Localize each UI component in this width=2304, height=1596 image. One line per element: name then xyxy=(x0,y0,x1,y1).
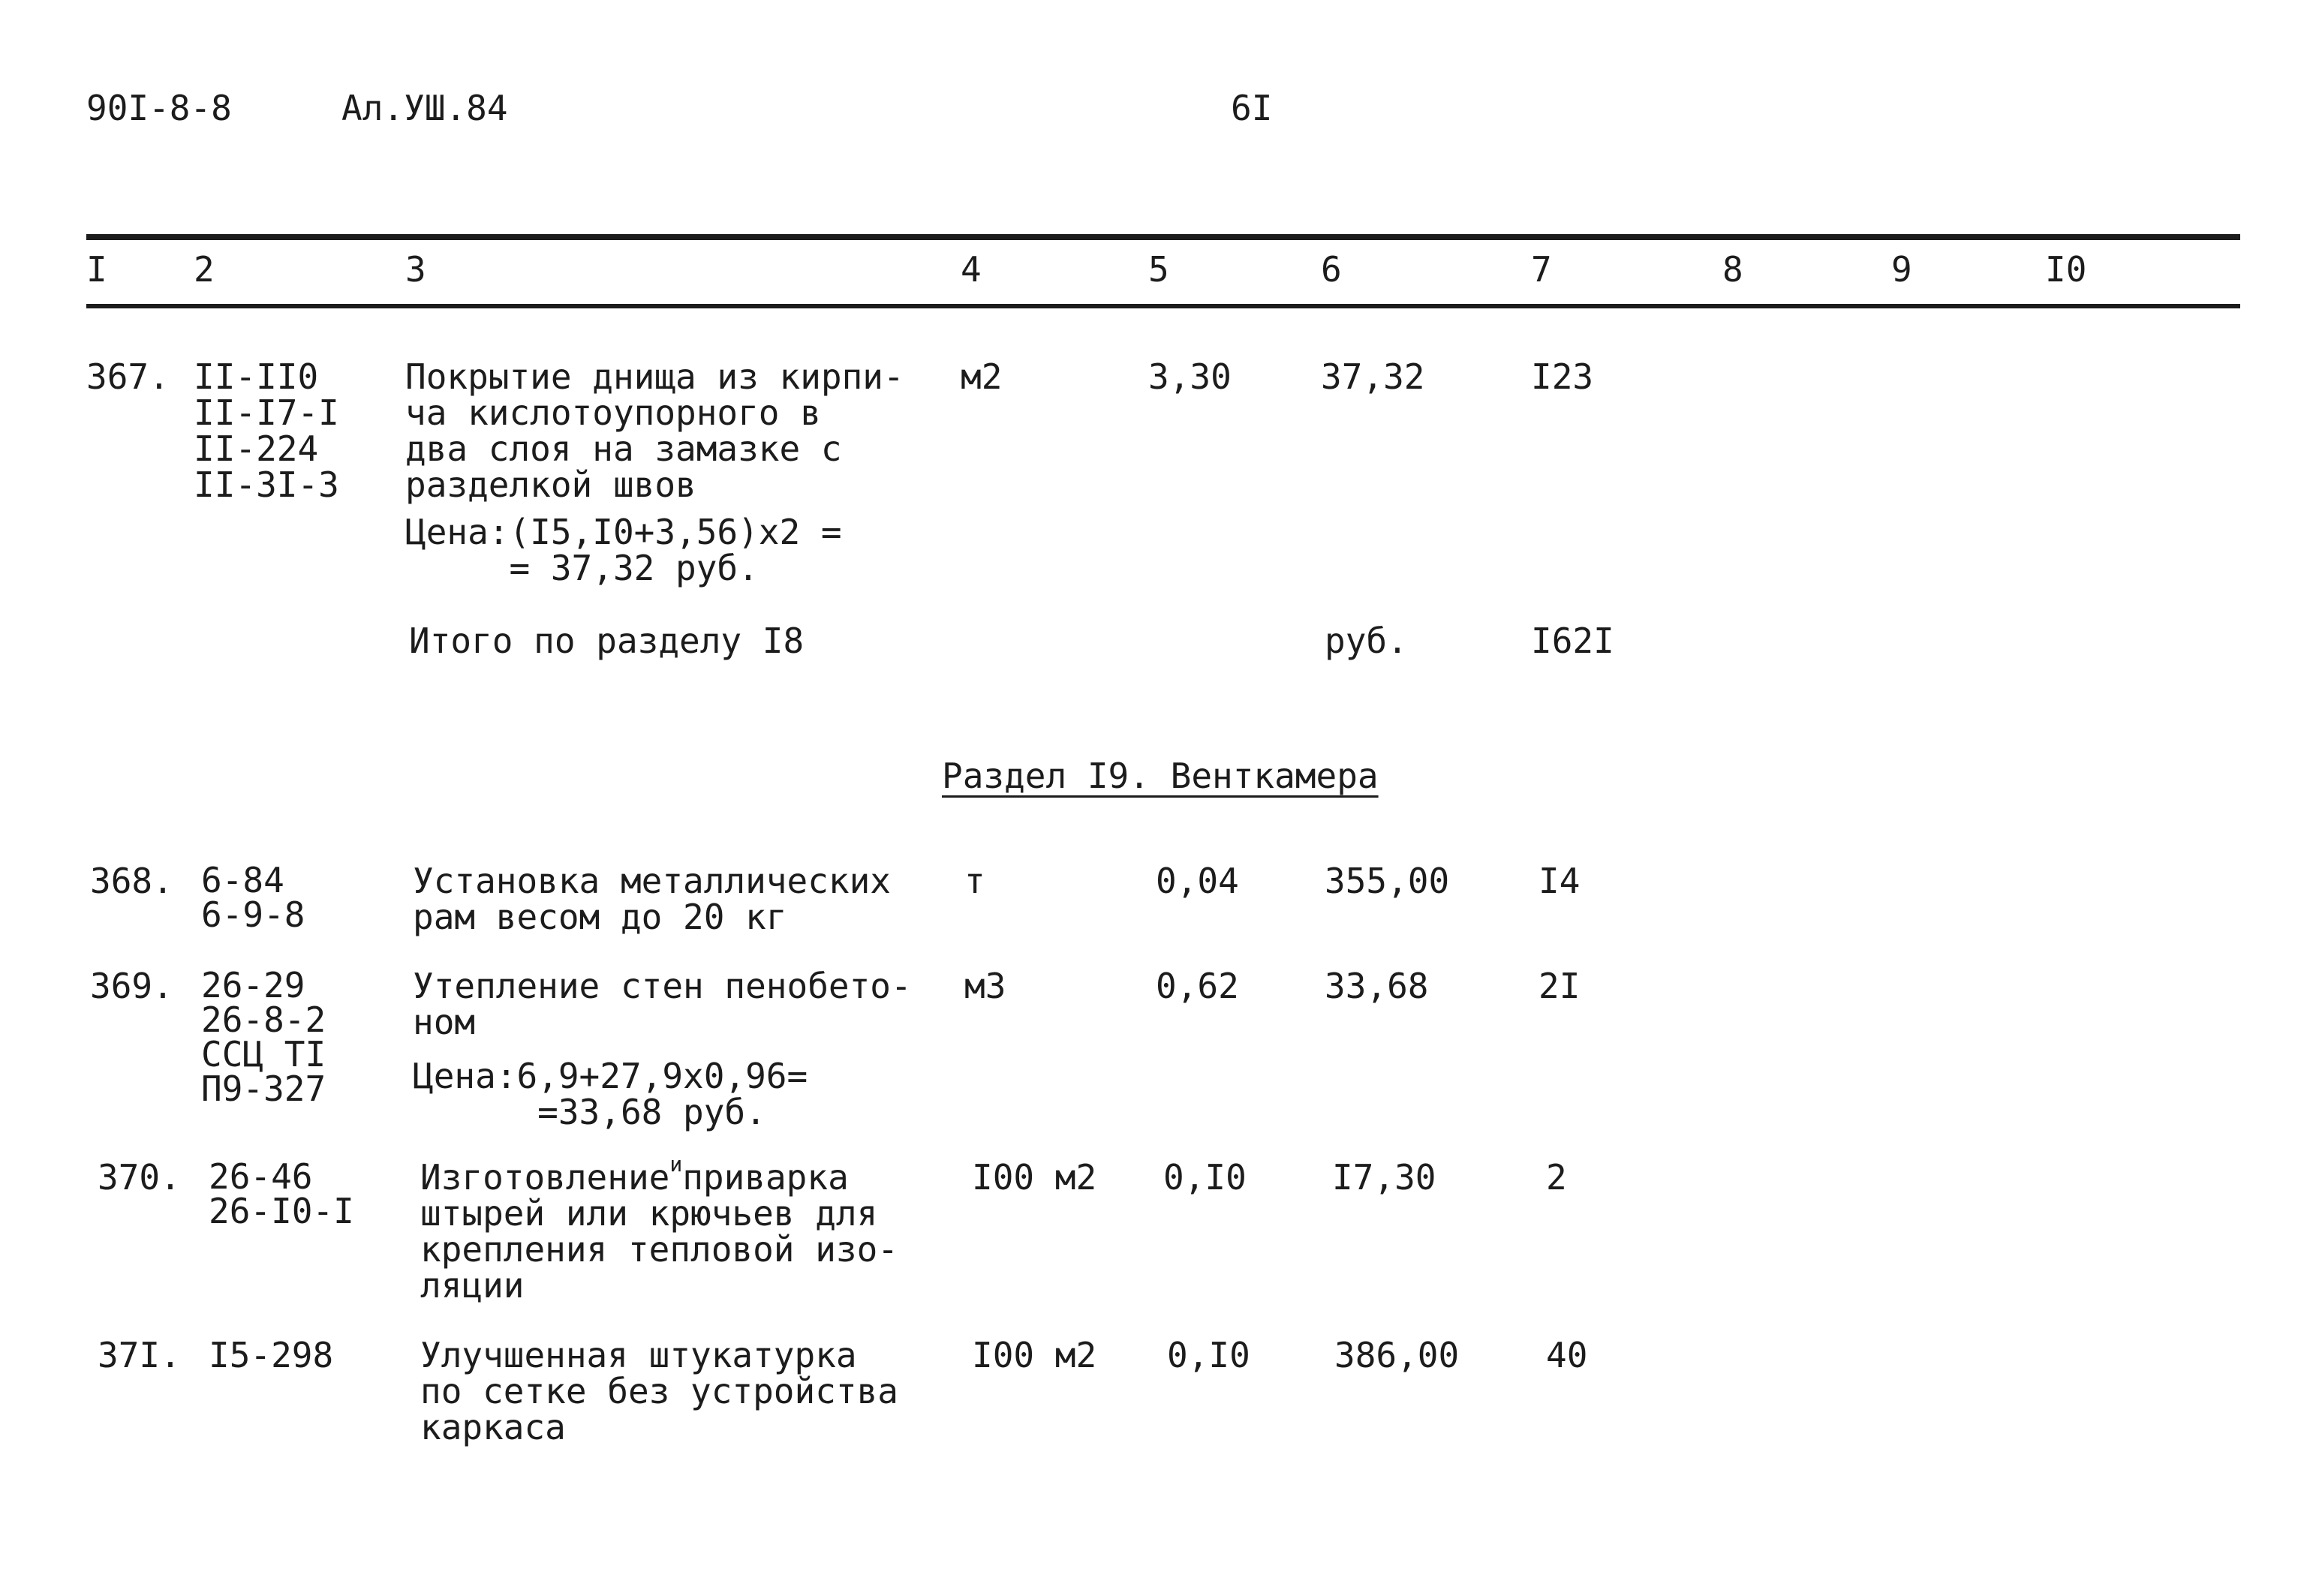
top-rule xyxy=(86,234,2240,240)
row-description xyxy=(420,1152,898,1306)
section-total-value: I62I xyxy=(1531,621,1614,661)
col-header-6: 6 xyxy=(1321,249,1342,290)
row-qty: 0,I0 xyxy=(1163,1157,1247,1198)
section-total-label: Итого по разделу I8 xyxy=(409,621,805,661)
row-number: 370. xyxy=(98,1157,181,1198)
row-qty: 0,04 xyxy=(1156,861,1239,901)
row-cost: I4 xyxy=(1539,861,1581,901)
row-price: 37,32 xyxy=(1321,356,1425,397)
row-unit: I00 м2 xyxy=(972,1335,1097,1375)
row-cost: 2I xyxy=(1539,966,1581,1006)
row-description: Покрытие днища из кирпи- ча кислотоупорного в два слоя на замазке с разделкой швов xyxy=(405,356,904,505)
page-number: 6I xyxy=(1231,88,1273,128)
row-price: I7,30 xyxy=(1332,1157,1436,1198)
row-cost: I23 xyxy=(1531,356,1594,397)
row-number: 368. xyxy=(90,861,173,901)
row-qty: 3,30 xyxy=(1148,356,1232,397)
col-header-10: I0 xyxy=(2045,249,2087,290)
row-codes: II-II0 II-I7-I II-224 II-3I-3 xyxy=(194,356,339,505)
col-header-9: 9 xyxy=(1891,249,1912,290)
row-price: 386,00 xyxy=(1334,1335,1460,1375)
section-total-unit: руб. xyxy=(1325,621,1408,661)
col-header-2: 2 xyxy=(194,249,215,290)
row-qty: 0,62 xyxy=(1156,966,1239,1006)
row-description: Улучшенная штукатурка по сетке без устройства каркаса xyxy=(420,1335,898,1447)
row-unit: м3 xyxy=(964,966,1006,1006)
row-number: 369. xyxy=(90,966,173,1006)
col-header-4: 4 xyxy=(961,249,982,290)
col-header-8: 8 xyxy=(1722,249,1743,290)
album-code: Ал.УШ.84 xyxy=(341,88,508,128)
row-unit: I00 м2 xyxy=(972,1157,1097,1198)
row-codes: 26-46 26-I0-I xyxy=(209,1156,354,1231)
row-price: 33,68 xyxy=(1325,966,1429,1006)
row-description: Установка металлических рам весом до 20 кг xyxy=(413,861,891,937)
doc-code: 90I-8-8 xyxy=(86,88,232,128)
row-unit: т xyxy=(964,861,985,901)
row-codes: I5-298 xyxy=(209,1335,334,1375)
col-header-7: 7 xyxy=(1531,249,1552,290)
section-title: Раздел I9. Венткамера xyxy=(942,756,1379,796)
col-header-5: 5 xyxy=(1148,249,1169,290)
col-header-3: 3 xyxy=(405,249,426,290)
row-price-note: Цена:6,9+27,9x0,96= =33,68 руб. xyxy=(413,1056,808,1132)
row-number: 37I. xyxy=(98,1335,181,1375)
row-price: 355,00 xyxy=(1325,861,1450,901)
row-description: Утепление стен пенобето- ном xyxy=(413,966,912,1042)
row-cost: 2 xyxy=(1546,1157,1567,1198)
row-price-note: Цена:(I5,I0+3,56)x2 = = 37,32 руб. xyxy=(405,512,842,588)
row-cost: 40 xyxy=(1546,1335,1588,1375)
row-unit: м2 xyxy=(961,356,1003,397)
row-codes: 26-29 26-8-2 ССЦ TI П9-327 xyxy=(201,965,326,1109)
desc-first-word: Изготовление xyxy=(420,1157,670,1198)
row-number: 367. xyxy=(86,356,170,397)
row-codes: 6-84 6-9-8 xyxy=(201,860,305,935)
col-header-1: I xyxy=(86,249,107,290)
header-bottom-rule xyxy=(86,304,2240,308)
desc-rest: приварка штырей или крючьев для крепления тепловой изо- ляции xyxy=(420,1157,898,1306)
row-qty: 0,I0 xyxy=(1167,1335,1250,1375)
desc-superscript: и xyxy=(669,1152,683,1177)
